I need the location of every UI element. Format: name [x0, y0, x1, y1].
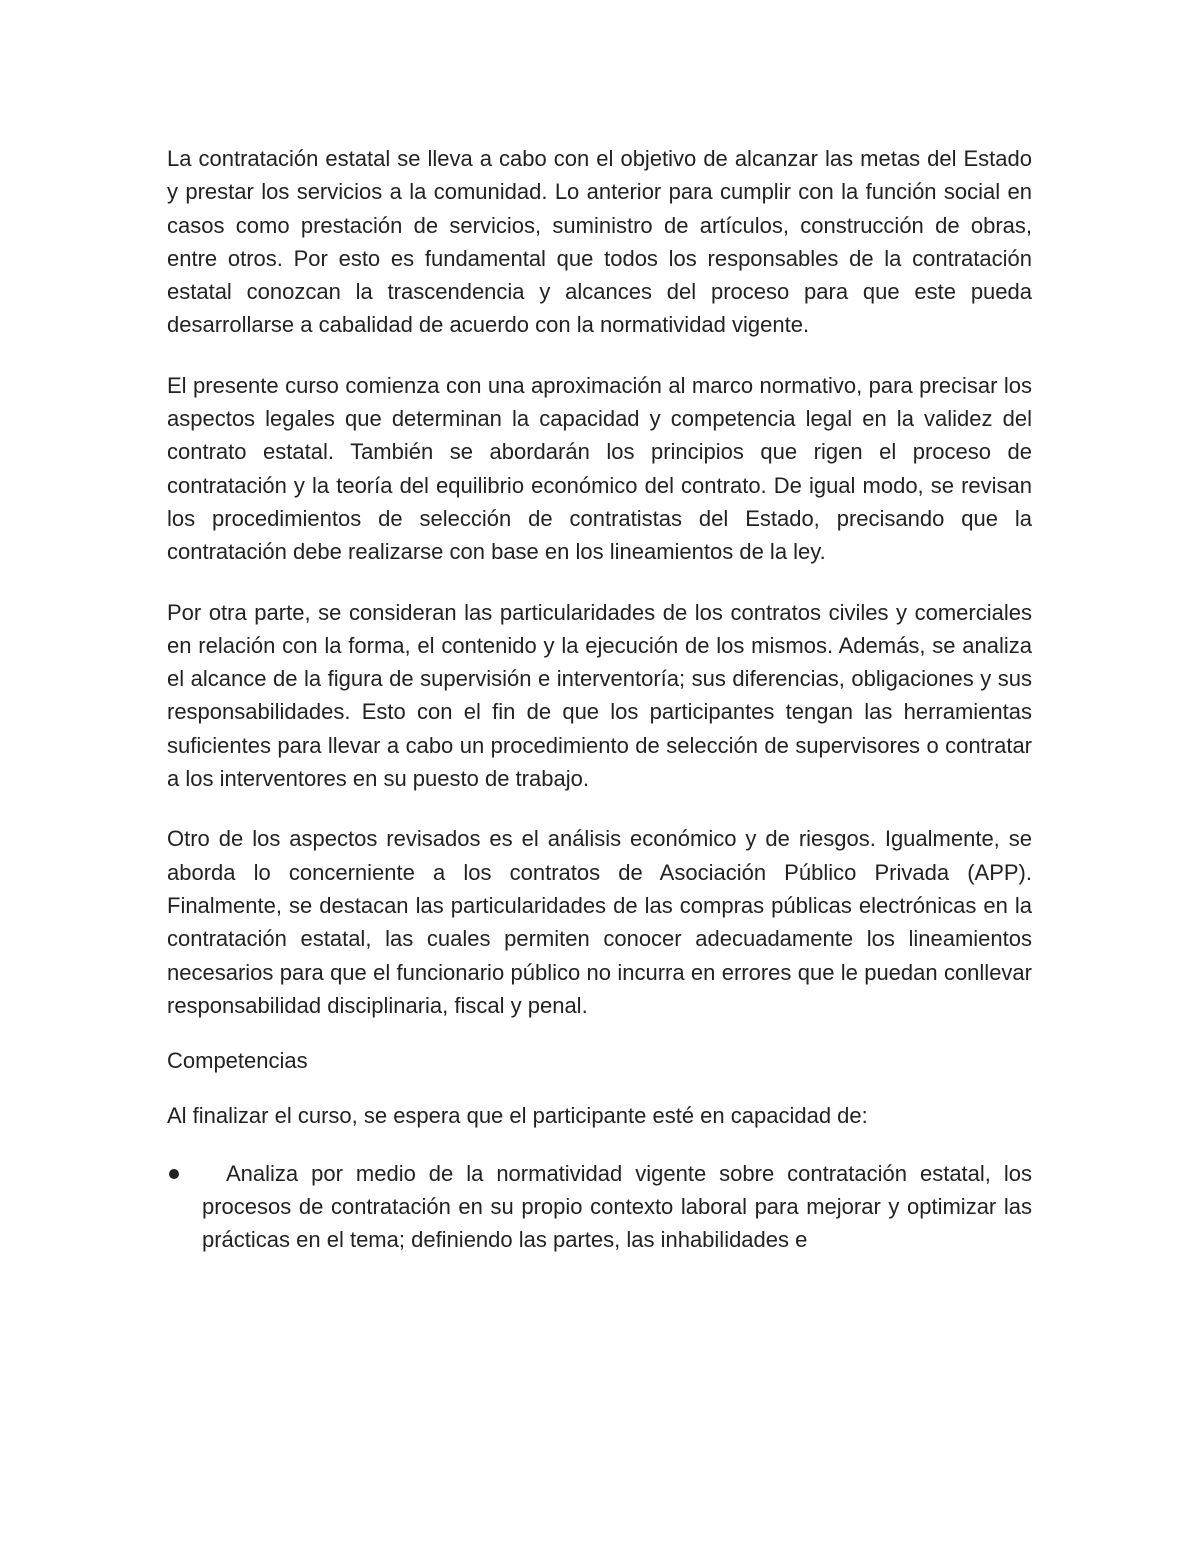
- paragraph-course-overview: El presente curso comienza con una aproximación al marco normativo, para precisar los aspectos legales que determinan la capacidad y competencia legal en la validez del contrato estatal. También se abordarán los principios que rigen el proceso de contratación y la teoría del equilibrio económico del contrato. De igual modo, se revisan los procedimientos de selección de contratistas del Estado, precisando que la contratación debe realizarse con base en los lineamientos de la ley.: [167, 372, 1032, 565]
- competencias-list: [167, 1157, 1032, 1257]
- list-item: [167, 1157, 1032, 1257]
- competencias-heading: Competencias: [167, 1048, 308, 1074]
- paragraph-intro: La contratación estatal se lleva a cabo con el objetivo de alcanzar las metas del Estado y prestar los servicios a la comunidad. Lo anterior para cumplir con la función social en casos como prestación de servicios, suministro de artículos, construcción de obras, entre otros. Por esto es fundamental que todos los responsables de la contratación estatal conozcan la trascendencia y alcances del proceso para que este pueda desarrollarse a cabalidad de acuerdo con la normatividad vigente.: [167, 146, 1032, 338]
- paragraph-contracts: Por otra parte, se consideran las particularidades de los contratos civiles y comerciales en relación con la forma, el contenido y la ejecución de los mismos. Además, se analiza el alcance de la figura de supervisión e interventoría; sus diferencias, obligaciones y sus responsabilidades. Esto con el fin de que los participantes tengan las herramientas suficientes para llevar a cabo un procedimiento de selección de supervisores o contratar a los interventores en su puesto de trabajo.: [167, 599, 1032, 792]
- intro-line: Al finalizar el curso, se espera que el participante esté en capacidad de:: [167, 1103, 868, 1129]
- paragraph-economic-analysis: Otro de los aspectos revisados es el análisis económico y de riesgos. Igualmente, se aborda lo concerniente a los contratos de Asociación Público Privada (APP). Finalmente, se destacan las particularidades de las compras públicas electrónicas en la contratación estatal, las cuales permiten conocer adecuadamente los lineamientos necesarios para que el funcionario público no incurra en errores que le puedan conllevar responsabilidad disciplinaria, fiscal y penal.: [167, 826, 1032, 1018]
- bullet-icon: [169, 1169, 179, 1179]
- list-item-text: Analiza por medio de la normatividad vigente sobre contratación estatal, los procesos de contratación en su propio contexto laboral para mejorar y optimizar las prácticas en el tema; definiendo las partes, las inhabilidades e: [202, 1160, 1032, 1253]
- document-page: [167, 142, 1032, 1257]
